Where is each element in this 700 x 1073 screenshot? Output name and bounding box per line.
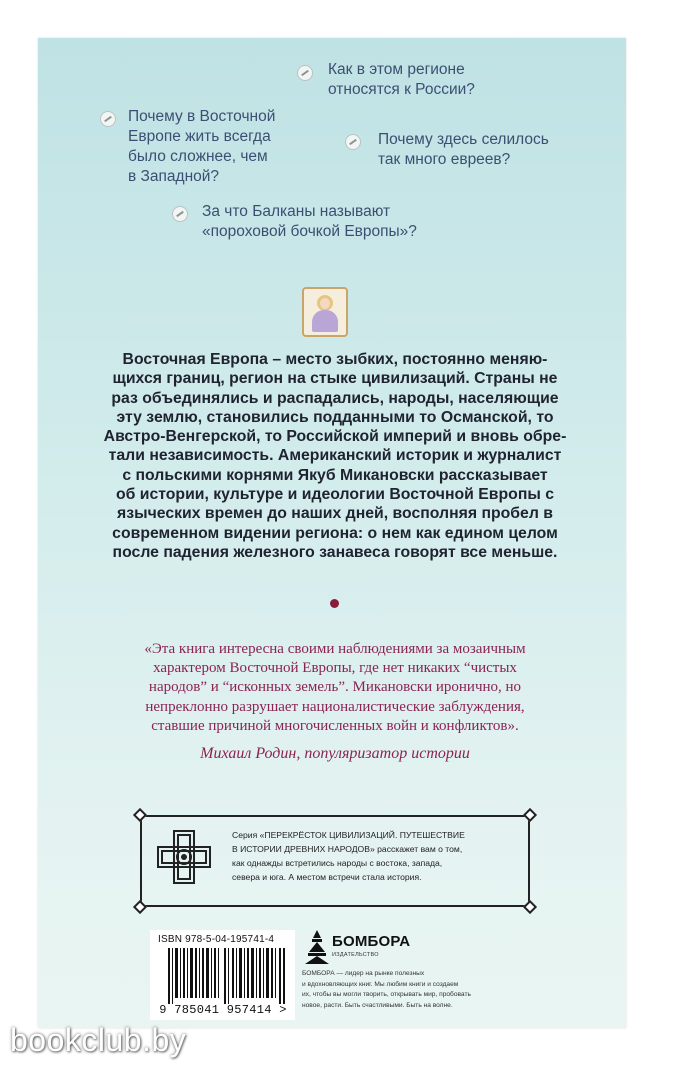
bullet-icon — [345, 134, 361, 150]
book-description: Восточная Европа – место зыбких, постоянно меняю- щихся границ, регион на стыке цивилизаций. Страны не раз объединялись и распадались, народы, населяющие эту землю, становились подданными то Османской, то Австро-Венгерской, то Российской империй и вновь обре- тали независимость. Американский историк и журналист с польскими корнями Якуб Микановски рассказывает об истории, культуре и идеологии Восточной Европы с языческих времен до наших дней, восполняя пробел в современном видении региона: о нем как едином целом после падения железного занавеса говорят все меньше. — [103, 351, 567, 561]
bullet-icon — [100, 111, 116, 127]
bullet-icon — [172, 206, 188, 222]
icon-painting — [302, 287, 348, 337]
publisher-name: БОМБОРА — [332, 933, 411, 950]
series-description: Серия «ПЕРЕКРЁСТОК ЦИВИЛИЗАЦИЙ. ПУТЕШЕСТВИЕ В ИСТОРИИ ДРЕВНИХ НАРОДОВ» расскажет вам о том, как однажды встретились народы с востока, запада, севера и юга. А местом встречи стала история. — [232, 830, 465, 882]
question-east-europe: Почему в Восточной Европе жить всегда было сложнее, чем в Западной? — [128, 108, 276, 185]
bullet-icon — [297, 65, 313, 81]
question-russia: Как в этом регионе относятся к России? — [328, 61, 475, 98]
isbn-label: ISBN 978-5-04-195741-4 — [158, 934, 275, 945]
publisher-description: БОМБОРА — лидер на рынке полезных и вдохновляющих книг. Мы любим книги и создаем их, чтобы вы могли творить, открывать мир, пробовать новое, расти. Быть счастливыми. Быть на волне. — [302, 970, 471, 1009]
isbn-digits: 9 785041 957414 > — [159, 1003, 287, 1017]
divider-dot — [330, 599, 339, 608]
isbn-block — [150, 930, 295, 1020]
site-watermark: bookclub.by — [10, 1022, 187, 1058]
question-balkans: За что Балканы называют «пороховой бочкой Европы»? — [202, 203, 417, 240]
publisher-logo-icon — [305, 930, 329, 964]
series-emblem-icon — [156, 829, 212, 885]
publisher-subtitle: ИЗДАТЕЛЬСТВО — [332, 952, 379, 958]
review-author: Михаил Родин, популяризатор истории — [200, 745, 470, 762]
question-jews: Почему здесь селилось так много евреев? — [378, 131, 549, 168]
review-quote: «Эта книга интересна своими наблюдениями за мозаичным характером Восточной Европы, где нет никаких “чистых народов” и “исконных земель”. Микановски иронично, но непреклонно разрушает националистические заблуждения, ставшие причиной многочисленных войн и конфликтов». — [144, 641, 526, 734]
barcode-icon — [168, 948, 286, 1004]
